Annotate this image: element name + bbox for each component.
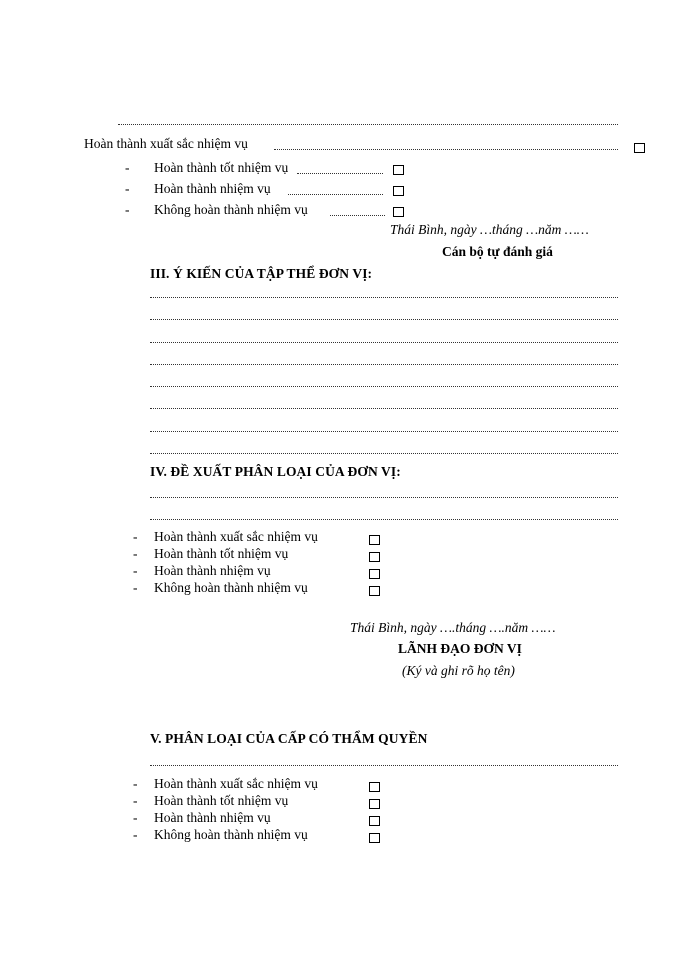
bullet-dash: - bbox=[133, 776, 138, 791]
proposal-line[interactable] bbox=[150, 497, 618, 498]
unit-option-checkbox[interactable] bbox=[369, 552, 380, 562]
authority-option-checkbox[interactable] bbox=[369, 799, 380, 809]
unit-option-label: Hoàn thành tốt nhiệm vụ bbox=[154, 546, 289, 561]
unit-option-label: Hoàn thành nhiệm vụ bbox=[154, 563, 271, 578]
authority-option-label: Hoàn thành tốt nhiệm vụ bbox=[154, 793, 289, 808]
section-4-heading: IV. ĐỀ XUẤT PHÂN LOẠI CỦA ĐƠN VỊ: bbox=[150, 464, 401, 479]
unit-option-checkbox[interactable] bbox=[369, 569, 380, 579]
bullet-dash: - bbox=[125, 202, 130, 217]
comment-line[interactable] bbox=[150, 386, 618, 387]
bullet-dash: - bbox=[125, 160, 130, 175]
date-line: Thái Bình, ngày …tháng …năm …… bbox=[390, 222, 589, 237]
unit-signer-note: (Ký và ghi rõ họ tên) bbox=[402, 663, 515, 678]
bullet-dash: - bbox=[133, 529, 138, 544]
comment-line[interactable] bbox=[150, 297, 618, 298]
bullet-dash: - bbox=[133, 563, 138, 578]
signer-title: Cán bộ tự đánh giá bbox=[442, 244, 553, 259]
option-excellent-label: Hoàn thành xuất sắc nhiệm vụ bbox=[84, 136, 248, 151]
authority-option-checkbox[interactable] bbox=[369, 782, 380, 792]
authority-option-label: Hoàn thành nhiệm vụ bbox=[154, 810, 271, 825]
option-excellent-leader bbox=[274, 149, 618, 150]
comment-line[interactable] bbox=[150, 453, 618, 454]
option-complete-leader bbox=[288, 194, 383, 195]
option-incomplete-checkbox[interactable] bbox=[393, 207, 404, 217]
authority-option-label: Hoàn thành xuất sắc nhiệm vụ bbox=[154, 776, 318, 791]
section-3-heading: III. Ý KIẾN CỦA TẬP THỂ ĐƠN VỊ: bbox=[150, 266, 373, 281]
comment-line[interactable] bbox=[150, 431, 618, 432]
option-incomplete-leader bbox=[330, 215, 385, 216]
authority-line[interactable] bbox=[150, 765, 618, 766]
authority-option-label: Không hoàn thành nhiệm vụ bbox=[154, 827, 308, 842]
bullet-dash: - bbox=[133, 827, 138, 842]
unit-date-line: Thái Bình, ngày ….tháng ….năm …… bbox=[350, 620, 556, 635]
option-good-label: Hoàn thành tốt nhiệm vụ bbox=[154, 160, 289, 175]
option-complete-label: Hoàn thành nhiệm vụ bbox=[154, 181, 271, 196]
comment-line[interactable] bbox=[150, 342, 618, 343]
unit-option-label: Không hoàn thành nhiệm vụ bbox=[154, 580, 308, 595]
bullet-dash: - bbox=[133, 810, 138, 825]
option-good-leader bbox=[297, 173, 383, 174]
bullet-dash: - bbox=[133, 580, 138, 595]
bullet-dash: - bbox=[133, 546, 138, 561]
comment-line[interactable] bbox=[150, 408, 618, 409]
bullet-dash: - bbox=[133, 793, 138, 808]
section-5-heading: V. PHÂN LOẠI CỦA CẤP CÓ THẨM QUYỀN bbox=[150, 731, 428, 746]
fill-line[interactable] bbox=[118, 124, 618, 125]
comment-line[interactable] bbox=[150, 319, 618, 320]
unit-option-checkbox[interactable] bbox=[369, 535, 380, 545]
unit-option-checkbox[interactable] bbox=[369, 586, 380, 596]
option-incomplete-label: Không hoàn thành nhiệm vụ bbox=[154, 202, 308, 217]
unit-signer-title: LÃNH ĐẠO ĐƠN VỊ bbox=[398, 641, 522, 656]
comment-line[interactable] bbox=[150, 364, 618, 365]
unit-option-label: Hoàn thành xuất sắc nhiệm vụ bbox=[154, 529, 318, 544]
option-excellent-checkbox[interactable] bbox=[634, 143, 645, 153]
authority-option-checkbox[interactable] bbox=[369, 816, 380, 826]
bullet-dash: - bbox=[125, 181, 130, 196]
authority-option-checkbox[interactable] bbox=[369, 833, 380, 843]
option-good-checkbox[interactable] bbox=[393, 165, 404, 175]
option-complete-checkbox[interactable] bbox=[393, 186, 404, 196]
proposal-line[interactable] bbox=[150, 519, 618, 520]
